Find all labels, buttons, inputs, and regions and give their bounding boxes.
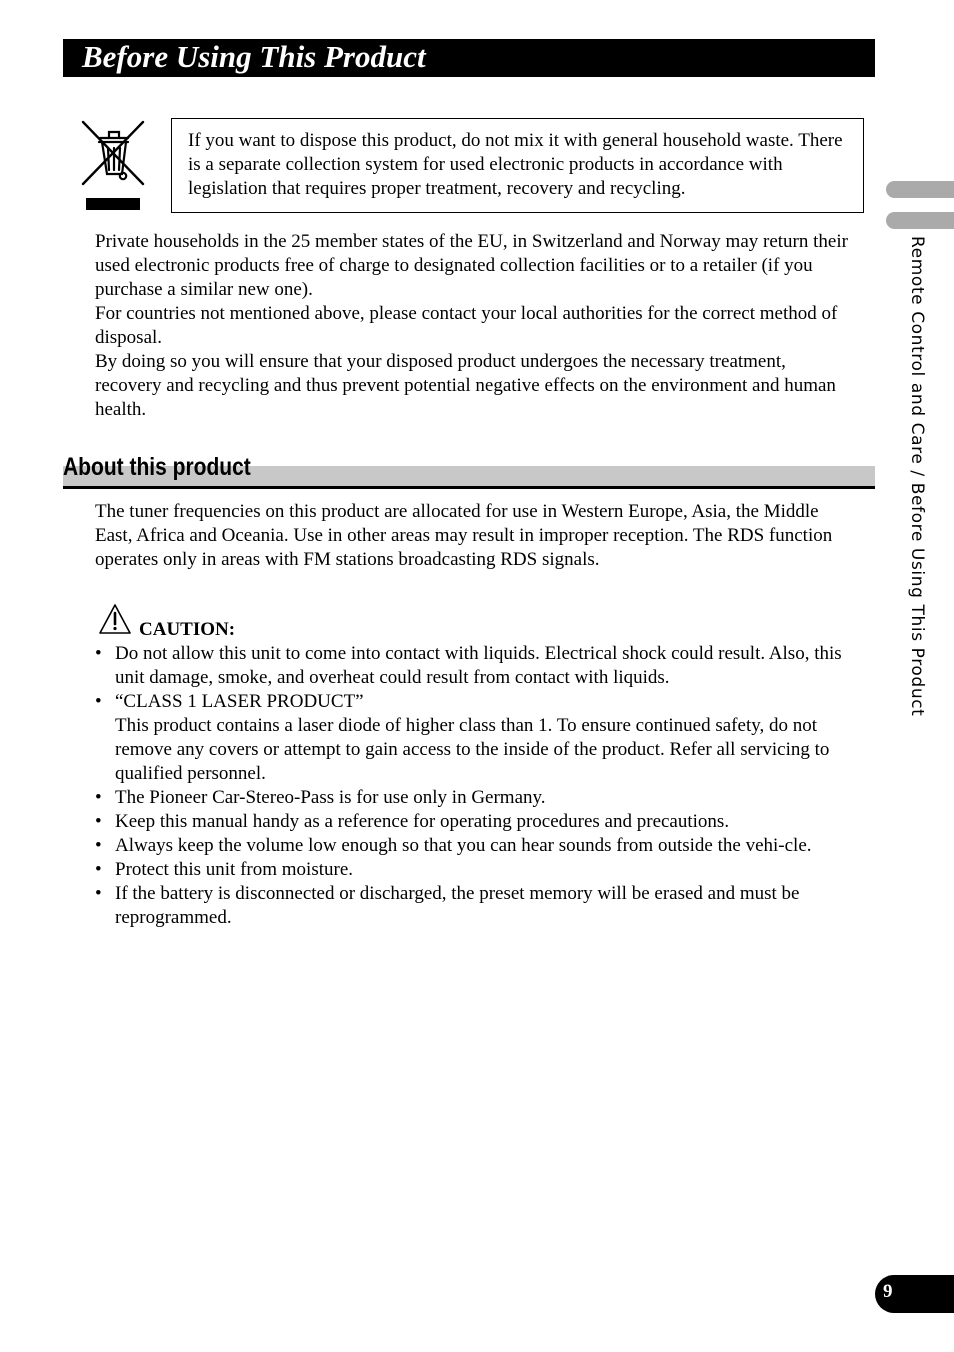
page-number-tab (875, 1275, 954, 1313)
caution-item-text: If the battery is disconnected or discharged, the preset memory will be erased and must be reprogrammed. (115, 883, 800, 928)
bullet: • (95, 643, 102, 664)
side-tab-marker (886, 181, 954, 198)
caution-item-text: Keep this manual handy as a reference for operating procedures and precautions. (115, 811, 730, 832)
side-tab-marker (886, 212, 954, 229)
caution-item-text: Always keep the volume low enough so that you can hear sounds from outside the vehi-cle. (115, 835, 812, 856)
disposal-notice-text: If you want to dispose this product, do not mix it with general household waste. There is a separate collection system for used electronic products in accordance with legislation that requires proper treatment, recovery and recycling. (188, 130, 843, 199)
crossed-out-wheeled-bin-icon (80, 118, 146, 214)
disposal-paragraph-3: By doing so you will ensure that your disposed product undergoes the necessary treatment, recovery and recycling and thus prevent potential negative effects on the environment and human health. (95, 351, 836, 420)
warning-triangle-icon (98, 603, 132, 635)
list-item (95, 810, 850, 834)
laser-detail-text: This product contains a laser diode of higher class than 1. To ensure continued safety, do not remove any covers or attempt to gain access to the inside of the product. Refer all servicing to qualified personnel. (115, 715, 830, 784)
page-title: Before Using This Product (82, 39, 426, 74)
caution-list (95, 642, 850, 930)
about-section-text: The tuner frequencies on this product are allocated for use in Western Europe, Asia, the Middle East, Africa and Oceania. Use in other areas may result in improper reception. The RDS function operates only in areas with FM stations broadcasting RDS signals. (95, 501, 833, 570)
caution-item-text: Protect this unit from moisture. (115, 859, 354, 880)
bullet: • (95, 883, 102, 904)
list-item (95, 882, 850, 930)
page-title-banner (63, 39, 875, 77)
list-item (95, 642, 850, 690)
bullet: • (95, 835, 102, 856)
disposal-notice-box (171, 118, 864, 213)
bullet: • (95, 691, 102, 712)
caution-item-text: “CLASS 1 LASER PRODUCT” (115, 691, 364, 712)
list-item (95, 834, 850, 858)
list-item (95, 786, 850, 810)
list-item (95, 690, 850, 786)
bullet: • (95, 811, 102, 832)
about-section-heading: About this product (63, 453, 251, 481)
disposal-paragraph-2: For countries not mentioned above, please contact your local authorities for the correct method of disposal. (95, 303, 838, 348)
disposal-paragraph-1: Private households in the 25 member states of the EU, in Switzerland and Norway may return their used electronic products free of charge to designated collection facilities or to a retailer (if you purchase a similar new one). (95, 231, 848, 300)
caution-item-text: The Pioneer Car-Stereo-Pass is for use only in Germany. (115, 787, 546, 808)
list-item (95, 858, 850, 882)
caution-label: CAUTION: (139, 619, 236, 640)
page-number: 9 (883, 1281, 893, 1302)
side-section-title: Remote Control and Care / Before Using This Product (907, 236, 927, 717)
bullet: • (95, 859, 102, 880)
bullet: • (95, 787, 102, 808)
about-section-heading-bar (63, 453, 875, 489)
caution-item-text: Do not allow this unit to come into contact with liquids. Electrical shock could result. Also, this unit damage, smoke, and overheat could result from contact with liquids. (115, 643, 842, 688)
